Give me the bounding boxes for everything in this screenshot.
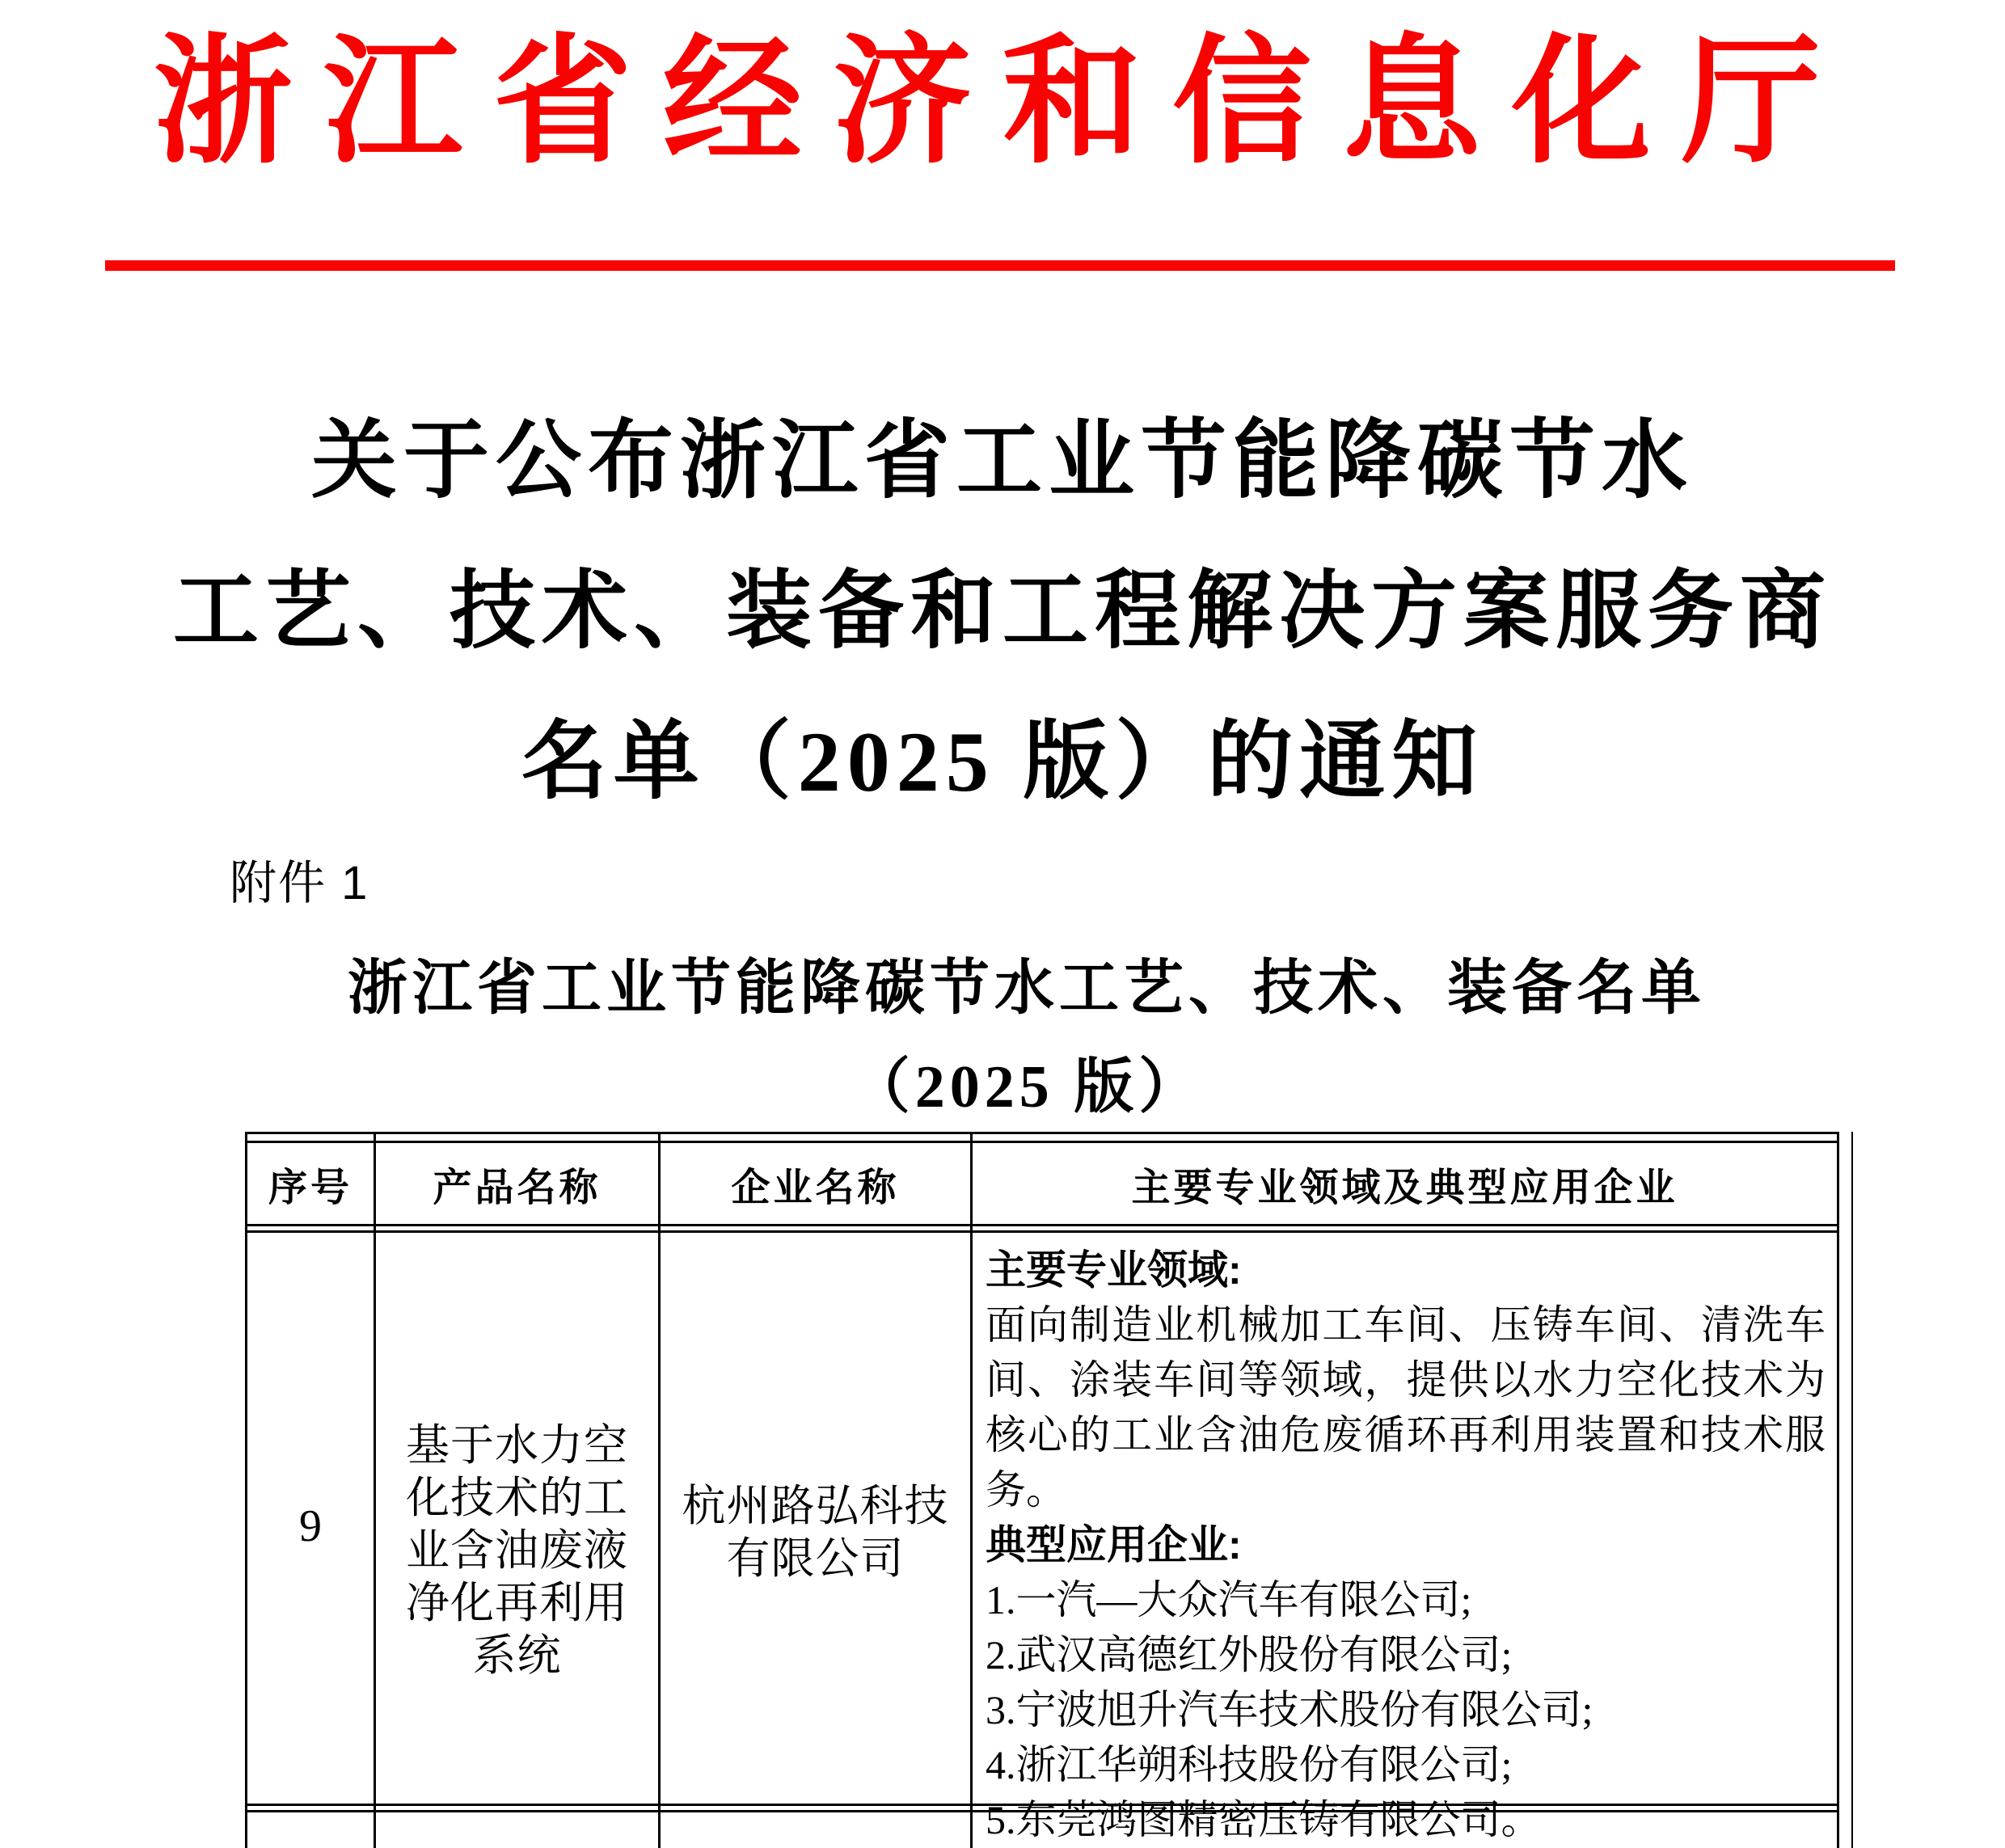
notice-title bbox=[0, 386, 2005, 838]
header-cell-fields: 主要专业领域及典型应用企业 bbox=[973, 1143, 1839, 1224]
red-divider-line bbox=[105, 260, 1895, 271]
table-title bbox=[49, 939, 2005, 1137]
header-cell-product: 产品名称 bbox=[376, 1143, 661, 1224]
app-company-item: 5.东莞鸿图精密压铸有限公司。 bbox=[986, 1797, 1542, 1842]
table-title-line-2: （2025 版） bbox=[850, 1054, 1204, 1120]
product-name-line: 化技术的工 bbox=[406, 1473, 628, 1522]
row-product-name-cell bbox=[376, 1233, 661, 1804]
product-name-line: 业含油废液 bbox=[406, 1525, 628, 1575]
notice-title-line-1: 关于公布浙江省工业节能降碳节水 bbox=[311, 414, 1694, 508]
products-table bbox=[245, 1132, 1839, 1848]
row-bottom-rule bbox=[245, 1804, 376, 1812]
company-name-line: 有限公司 bbox=[726, 1534, 905, 1583]
notice-title-line-2: 工艺、技术、装备和工程解决方案服务商 bbox=[173, 564, 1832, 659]
app-company-item: 1.一汽—大众汽车有限公司; bbox=[986, 1577, 1472, 1622]
header-cell-company: 企业名称 bbox=[661, 1143, 973, 1224]
attachment-label: 附件 1 bbox=[230, 857, 369, 909]
field-description: 面向制造业机械加工车间、压铸车间、清洗车间、涂装车间等领域，提供以水力空化技术为核心的工业含油危废循环再利用装置和技术服务。 bbox=[986, 1302, 1826, 1513]
table-title-line-1: 浙江省工业节能降碳节水工艺、技术、装备名单 bbox=[348, 956, 1706, 1022]
header-cell-index: 序号 bbox=[245, 1143, 376, 1224]
scan-ghost-line bbox=[1851, 1132, 1853, 1848]
app-company-item: 2.武汉高德红外股份有限公司; bbox=[986, 1632, 1513, 1677]
table-top-rule bbox=[245, 1132, 376, 1143]
org-header: 浙江省经济和信息化厅 bbox=[154, 27, 1851, 180]
apps-label: 典型应用企业: bbox=[986, 1522, 1242, 1567]
app-company-item: 4.浙江华朔科技股份有限公司; bbox=[986, 1742, 1513, 1787]
product-name-line: 基于水力空 bbox=[406, 1420, 628, 1470]
row-index-cell: 9 bbox=[245, 1233, 376, 1804]
app-company-item: 3.宁波旭升汽车技术股份有限公司; bbox=[986, 1687, 1593, 1732]
product-name-line: 净化再利用 bbox=[406, 1578, 628, 1627]
product-name-line: 系统 bbox=[472, 1631, 562, 1680]
field-label: 主要专业领域: bbox=[986, 1247, 1242, 1293]
row-detail-cell bbox=[973, 1233, 1839, 1842]
partial-next-row-cell bbox=[245, 1812, 376, 1848]
header-bottom-rule bbox=[245, 1224, 376, 1233]
company-name-line: 杭州路弘科技 bbox=[682, 1482, 949, 1530]
row-company-name-cell bbox=[661, 1233, 973, 1804]
notice-title-line-3: 名单（2025 版）的通知 bbox=[521, 715, 1484, 809]
